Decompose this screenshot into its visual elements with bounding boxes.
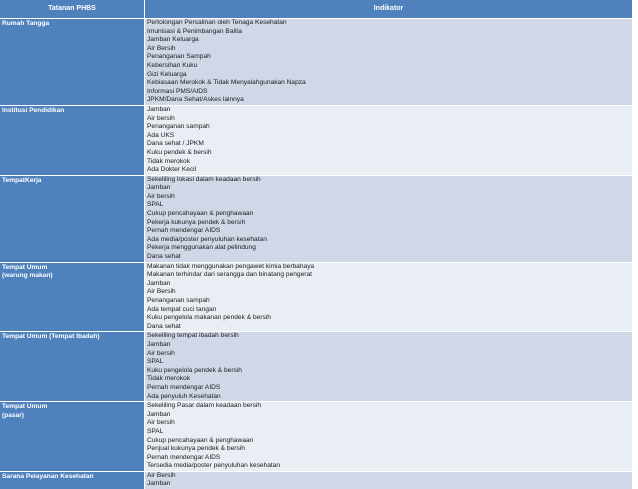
- tatanan-cell: [0, 19, 145, 105]
- indikator-item: Dana sehat: [147, 322, 181, 330]
- indikator-item: Kebiasaan Merokok & Tidak Menyalahgunakan Napza: [147, 79, 306, 87]
- table-row: [0, 175, 632, 262]
- indikator-item: Kebersihan Kuku: [147, 61, 198, 69]
- indikator-item: Sekeliling lokasi dalam keadaan bersih: [147, 175, 261, 183]
- tatanan-label: Institusi Pendidikan: [2, 106, 65, 114]
- indikator-item: Makanan terhindar dari serangga dan binatang pengerat: [147, 271, 312, 279]
- indikator-item: Air bersih: [147, 192, 175, 200]
- tatanan-label: TempatKerja: [2, 176, 42, 184]
- indikator-item: Ada media/poster penyuluhan kesehatan: [147, 235, 267, 243]
- tatanan-label: Sarana Pelayanan Kesehatan: [2, 472, 94, 480]
- tatanan-label: (warung makan): [2, 272, 53, 280]
- table-row: [0, 262, 632, 332]
- indikator-item: Ada tempat cuci tangan: [147, 305, 217, 313]
- indikator-item: Sekeliling Pasar dalam keadaan bersih: [147, 402, 261, 410]
- indikator-item: Pernah mendengar AIDS: [147, 383, 221, 391]
- tatanan-label: Tempat Umum: [2, 403, 48, 411]
- indikator-item: Dana sehat / JPKM: [147, 140, 204, 148]
- indikator-item: Air bersih: [147, 349, 175, 357]
- indikator-item: SPAL: [147, 427, 164, 435]
- tatanan-label: (pasar): [2, 411, 24, 419]
- indikator-item: Dana sehat: [147, 253, 181, 261]
- table-row: [0, 401, 632, 471]
- table-row: [0, 471, 632, 489]
- indikator-item: Cukup pencahayaan & penghawaan: [147, 210, 254, 218]
- indikator-item: Pernah mendengar AIDS: [147, 227, 221, 235]
- tatanan-cell: [0, 402, 145, 471]
- indikator-item: Jamban: [147, 340, 171, 348]
- indikator-item: Pertolongan Persalinan oleh Tenaga Kesehatan: [147, 19, 287, 26]
- header-indikator: Indikator: [373, 5, 404, 12]
- indikator-item: Air Bersih: [147, 44, 176, 52]
- tatanan-label: Tempat Umum: [2, 263, 48, 271]
- table-body: [0, 18, 632, 489]
- indikator-cell: [145, 402, 632, 471]
- indikator-item: Makanan tidak menggunakan pengawet kimia berbahaya: [147, 262, 315, 270]
- indikator-item: Penanganan Sampah: [147, 53, 211, 61]
- indikator-item: Penjual kukunya pendek & bersih: [147, 445, 245, 453]
- indikator-item: Ada UKS: [147, 131, 175, 139]
- indikator-item: Jamban: [147, 279, 171, 287]
- indikator-item: Kuku pengelola makanan pendek & bersih: [147, 314, 271, 322]
- indikator-item: Tersedia media/poster penyuluhan kesehatan: [147, 462, 281, 470]
- header-tatanan: Tatanan PHBS: [0, 0, 145, 18]
- indikator-item: SPAL: [147, 201, 164, 209]
- indikator-item: Kuku pengelola pendek & bersih: [147, 366, 242, 374]
- indikator-item: Jamban: [147, 410, 171, 418]
- indikator-cell: [145, 106, 632, 175]
- indikator-item: Gizi Keluarga: [147, 70, 187, 78]
- indikator-item: SPAL: [147, 358, 164, 366]
- tatanan-cell: [0, 472, 145, 489]
- indikator-item: Cukup pencahayaan & penghawaan: [147, 436, 254, 444]
- table-header: [0, 0, 632, 18]
- indikator-cell: [145, 176, 632, 262]
- indikator-item: Informasi PMS/AIDS: [147, 87, 208, 95]
- indikator-item: Penanganan sampah: [147, 297, 210, 304]
- indikator-cell: [145, 472, 632, 489]
- table-row: [0, 105, 632, 175]
- indikator-item: Pekerja kukunya pendek & bersih: [147, 218, 246, 226]
- indikator-item: Sekeliling tempat ibadah bersih: [147, 332, 239, 340]
- indikator-item: Ada Dokter Kecil: [147, 166, 197, 174]
- table-row: [0, 331, 632, 401]
- indikator-item: Jamban Keluarga: [147, 36, 199, 44]
- indikator-item: Tidak merokok: [147, 375, 190, 383]
- indikator-item: Air Bersih: [147, 288, 176, 296]
- indikator-item: Air Bersih: [147, 471, 176, 479]
- table-row: [0, 18, 632, 105]
- indikator-item: Pekerja menggunakan alat pelindung: [147, 244, 256, 252]
- indikator-item: Kuku pendek & bersih: [147, 148, 212, 156]
- tatanan-cell: [0, 176, 145, 262]
- indikator-cell: [145, 263, 632, 332]
- indikator-item: Air bersih: [147, 419, 175, 427]
- tatanan-label: Tempat Umum (Tempat Ibadah): [2, 333, 100, 341]
- indikator-item: Penanganan sampah: [147, 123, 210, 131]
- indikator-item: Jamban: [147, 105, 171, 113]
- indikator-cell: [145, 332, 632, 401]
- indikator-item: Tidak merokok: [147, 157, 190, 165]
- tatanan-label: Rumah Tangga: [2, 20, 50, 27]
- tatanan-cell: [0, 332, 145, 401]
- indikator-item: Pernah mendengar AIDS: [147, 453, 221, 461]
- indikator-item: Jamban: [147, 480, 171, 488]
- tatanan-cell: [0, 263, 145, 332]
- indikator-item: JPKM/Dana Sehat/Askes lainnya: [147, 96, 244, 104]
- indikator-cell: [145, 19, 632, 105]
- tatanan-cell: [0, 106, 145, 175]
- indikator-item: Air bersih: [147, 114, 175, 122]
- indikator-item: Jamban: [147, 184, 171, 192]
- indikator-item: Ada penyuluh Kesehatan: [147, 392, 221, 400]
- indikator-item: Imunisasi & Penimbangan Balita: [147, 27, 242, 35]
